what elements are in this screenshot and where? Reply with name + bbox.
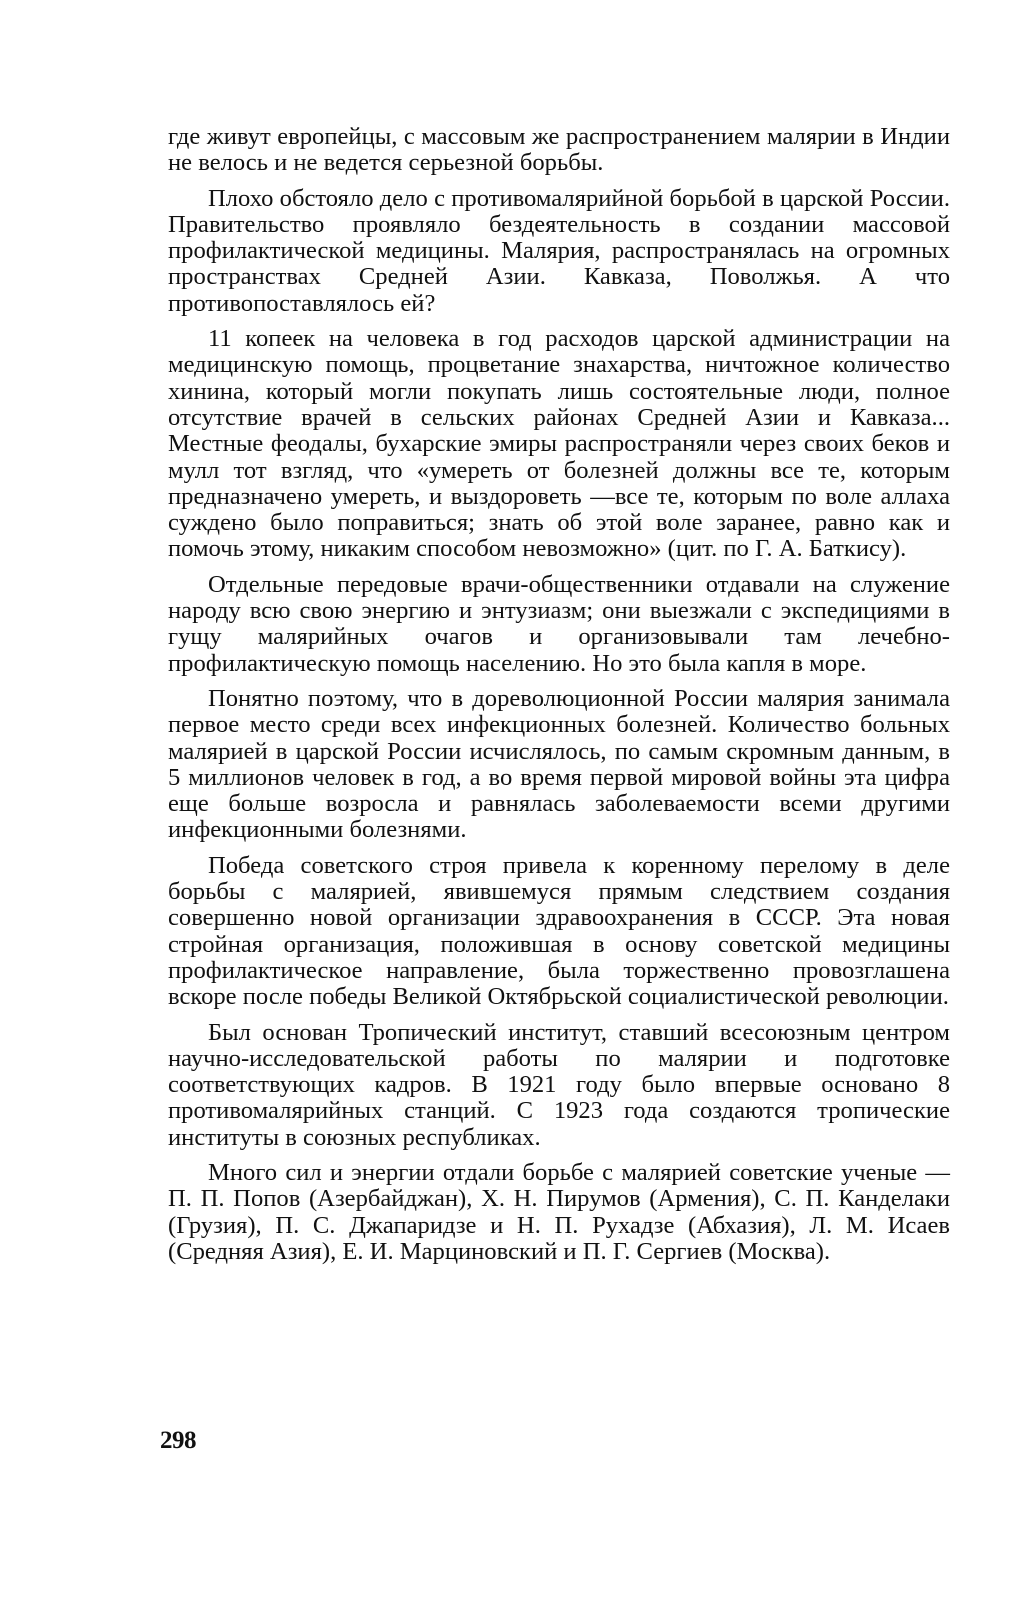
paragraph-8: Много сил и энергии отдали борьбе с малярией советские ученые — П. П. Попов (Азербайджан), X. Н. Пирумов (Армения), С. П. Канделаки (Грузия), П. С. Джапаридзе и Н. П. Рухадзе (Абхазия), Л. М. Исаев (Средняя Азия), Е. И. Марциновский и П. Г. Сергиев (Москва). — [168, 1158, 950, 1265]
paragraph-1: где живут европейцы, с массовым же распространением малярии в Индии не велось и не ведется серьезной борьбы. — [168, 123, 950, 177]
paragraph-6: Победа советского строя привела к коренному перелому в деле борьбы с малярией, явившемуся прямым следствием создания совершенно новой организации здравоохранения в СССР. Эта новая стройная организация, положившая в основу советской медицины профилактическое направление, была торжественно провозглашена вскоре после победы Великой Октябрьской социалистической революции. — [168, 851, 950, 1011]
page-number: 298 — [160, 1427, 196, 1454]
paragraph-2: Плохо обстояло дело с противомалярийной борьбой в царской России. Правительство проявляло бездеятельность в создании массовой профилактической медицины. Малярия, распространялась на огромных пространствах Средней Азии. Кавказа, Поволжья. А что противопоставлялось ей? — [168, 184, 950, 317]
paragraph-7: Был основан Тропический институт, ставший всесоюзным центром научно-исследовательской работы по малярии и подготовке соответствующих кадров. В 1921 году было впервые основано 8 противомалярийных станций. С 1923 года создаются тропические институты в союзных республиках. — [168, 1018, 950, 1151]
page-body — [168, 124, 950, 1274]
paragraph-5: Понятно поэтому, что в дореволюционной России малярия занимала первое место среди всех инфекционных болезней. Количество больных малярией в царской России исчислялось, по самым скромным данным, в 5 миллионов человек в год, а во время первой мировой войны эта цифра еще больше возросла и равнялась заболеваемости всеми другими инфекционными болезнями. — [168, 684, 950, 844]
paragraph-4: Отдельные передовые врачи-общественники отдавали на служение народу всю свою энергию и энтузиазм; они выезжали с экспедициями в гущу малярийных очагов и организовывали там лечебно-профилактическую помощь населению. Но это была капля в море. — [168, 570, 950, 677]
paragraph-3: 11 копеек на человека в год расходов царской администрации на медицинскую помощь, процветание знахарства, ничтожное количество хинина, который могли покупать лишь состоятельные люди, полное отсутствие врачей в сельских районах Средней Азии и Кавказа... Местные феодалы, бухарские эмиры распространяли через своих беков и мулл тот взгляд, что «умереть от болезней должны все те, которым предназначено умереть, и выздороветь —все те, которым по воле аллаха суждено было поправиться; знать об этой воле заранее, равно как и помочь этому, никаким способом невозможно» (цит. по Г. А. Баткису). — [168, 325, 950, 563]
